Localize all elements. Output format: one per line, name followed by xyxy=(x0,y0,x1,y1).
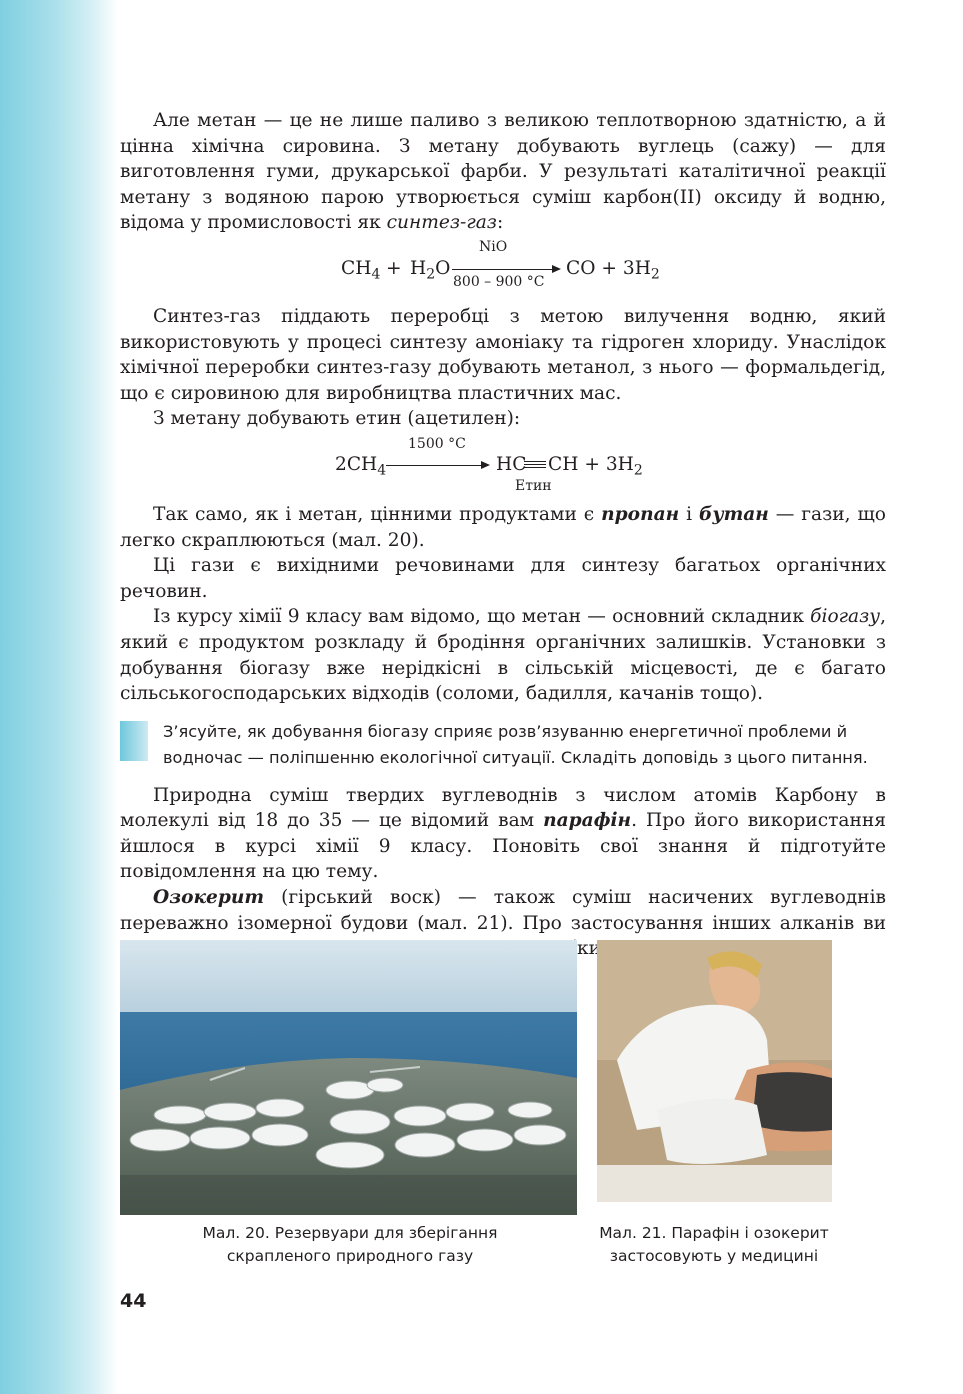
paragraph-synthesis-gas: Синтез-газ піддають переробці з метою вилучення водню, який використовують у процесі синтезу амоніаку та гідроген хлориду. Унаслідок хімічної переробки синтез-газу добувають метанол, з нього — формальдегід, що є сировиною для виробництва пластичних мас. xyxy=(120,305,886,404)
product-name-label: Етин xyxy=(515,477,552,494)
term-biogas: біогазу xyxy=(810,606,881,628)
paragraph-gases-synthesis: Ці гази є вихідними речовинами для синтезу багатьох органічних речовин. xyxy=(120,555,886,602)
figures-row xyxy=(120,940,886,1270)
equation-ethyne xyxy=(120,432,886,498)
task-box xyxy=(120,719,886,771)
paragraph-methane-raw-material xyxy=(120,108,886,236)
temperature-label: 1500 °C xyxy=(408,435,466,452)
lng-storage-photo xyxy=(120,940,577,1215)
figure-21-caption: Мал. 21. Парафін і озокерит застосовують у медицині xyxy=(599,1224,829,1265)
reaction-arrow xyxy=(386,465,488,466)
triple-bond xyxy=(524,461,546,468)
paragraph-biogas: Із курсу хімії 9 класу вам відомо, що метан — основний складник біогазу, який є продуктом розкладу й бродіння органічних залишків. Установки з добування біогазу вже нерідкісні в сільській місцевості, де є багато сільськогосподарських відходів (соломи, бадилля, качанів тощо). xyxy=(120,606,886,705)
paragraph-ozokerite: Озокерит (гірський воск) — також суміш насичених вуглеводнів переважно ізомерної будови (мал. 21). Про застосування інших алканів ви xyxy=(120,887,886,934)
formula-2ch4: $2CH_4$ xyxy=(335,453,387,479)
temperature-label: 800 – 900 °C xyxy=(453,273,545,290)
page-content xyxy=(120,108,886,962)
formula-ch4: $CH_4$ xyxy=(341,257,381,283)
text: : xyxy=(496,212,504,234)
task-text: З’ясуйте, як добування біогазу сприяє розв’язуванню енергетичної проблеми й водночас — поліпшенню екологічної ситуації. Складіть доповідь з цього питання. xyxy=(163,721,868,767)
term-ozokerite: Озокерит xyxy=(153,887,265,909)
figure-20-caption: Мал. 20. Резервуари для зберігання скрапленого природного газу xyxy=(202,1224,498,1265)
side-color-band xyxy=(0,0,118,1394)
text: Але метан — це не лише паливо з великою теплотворною здатністю, а й цінна хімічна сировина. З метану добувають вуглець (сажу) — для виготовлення гуми, друкарської фарби. У результаті каталітичної реакції метану з водяною парою утворюється суміш карбон(II) оксиду й водню, відома у промисловості як xyxy=(120,110,886,234)
page-number: 44 xyxy=(120,1290,147,1312)
reaction-arrow xyxy=(452,269,559,270)
term-synthesis-gas: синтез-газ xyxy=(386,212,497,234)
medical-treatment-photo xyxy=(597,940,832,1202)
formula-h2o: $H_2O$ xyxy=(410,257,451,283)
paragraph-propane-butane: Так само, як і метан, цінними продуктами є пропан і бутан — гази, що легко скраплюються (мал. 20). xyxy=(120,503,886,551)
formula-products: CO + $3H_2$ xyxy=(566,257,660,283)
formula-hc: HC xyxy=(496,453,527,475)
paragraph-ethyne-intro: З метану добувають етин (ацетилен): xyxy=(153,408,521,430)
term-paraffin: парафін xyxy=(543,810,632,832)
term-butane: бутан xyxy=(699,503,769,525)
equation-steam-reforming xyxy=(120,236,886,296)
plus-sign: + xyxy=(386,257,402,279)
catalyst-label: NiO xyxy=(479,238,508,255)
formula-ch-products: CH + $3H_2$ xyxy=(548,453,643,479)
task-marker xyxy=(120,721,148,761)
term-propane: пропан xyxy=(601,503,680,525)
paragraph-paraffin: Природна суміш твердих вуглеводнів з числом атомів Карбону в молекулі від 18 до 35 — це відомий вам парафін. Про його використання йшлося в курсі хімії 9 класу. Поновіть свої знання й підготуйте повідомлення на цю тему. xyxy=(120,784,886,883)
